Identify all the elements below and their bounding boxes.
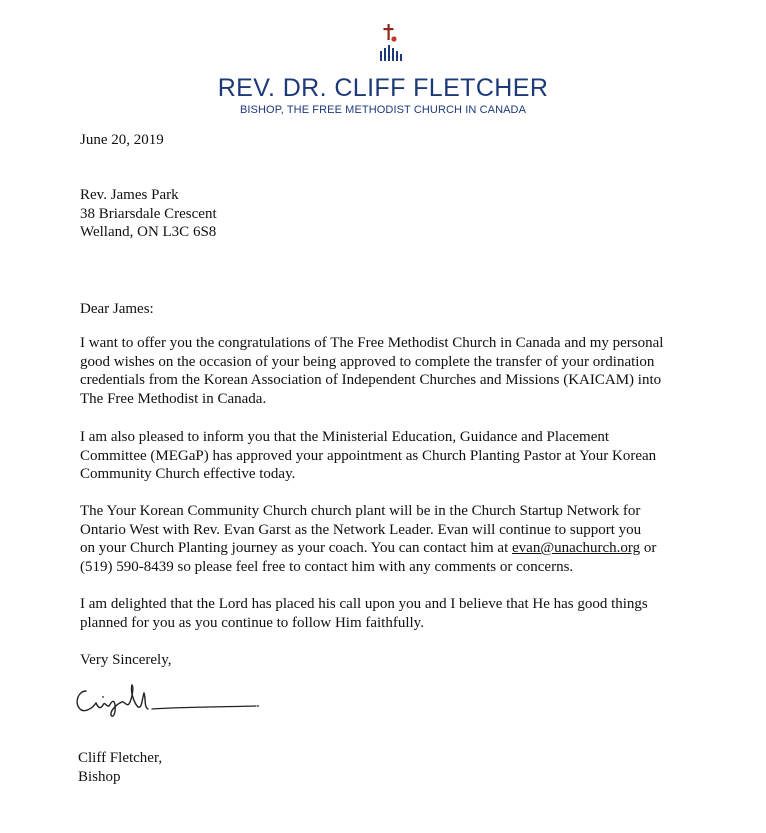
- signer-role: Bishop: [78, 768, 121, 785]
- paragraph-blessing: [80, 595, 720, 632]
- paragraph-line: (519) 590-8439 so please feel free to contact him with any comments or concerns.: [80, 558, 574, 575]
- paragraph-line: The Your Korean Community Church church plant will be in the Church Startup Network for: [80, 503, 641, 519]
- paragraph-line: I want to offer you the congratulations of The Free Methodist Church in Canada and my personal: [80, 335, 664, 351]
- line-text: or: [640, 540, 657, 557]
- paragraph-line: good wishes on the occasion of your being approved to complete the transfer of your ordination: [80, 353, 655, 370]
- email-link[interactable]: evan@unachurch.org: [512, 540, 641, 557]
- closing: Very Sincerely,: [80, 652, 172, 668]
- recipient-city: Welland, ON L3C 6S8: [80, 224, 217, 241]
- paragraph-line: [80, 539, 720, 558]
- letterhead-name: REV. DR. CLIFF FLETCHER: [217, 74, 549, 102]
- letterhead-title: BISHOP, THE FREE METHODIST CHURCH IN CANADA: [239, 104, 527, 116]
- paragraph-line: I am delighted that the Lord has placed his call upon you and I believe that He has good things: [80, 596, 648, 612]
- handwritten-signature: [72, 677, 268, 721]
- paragraph-line: Ontario West with Rev. Evan Garst as the Network Leader. Evan will continue to support you: [80, 521, 642, 538]
- salutation: Dear James:: [80, 301, 154, 317]
- cross-and-church-logo: [373, 22, 407, 64]
- paragraph-line: planned for you as you continue to follow Him faithfully.: [80, 614, 424, 631]
- paragraph-line: Community Church effective today.: [80, 466, 296, 483]
- paragraph-network: [80, 502, 720, 576]
- recipient-street: 38 Briarsdale Crescent: [80, 205, 217, 222]
- paragraph-appointment: [80, 428, 720, 484]
- signer-name: Cliff Fletcher,: [78, 750, 163, 766]
- letter-date: June 20, 2019: [80, 132, 164, 148]
- paragraph-line: Committee (MEGaP) has approved your appointment as Church Planting Pastor at Your Korean: [80, 447, 657, 464]
- recipient-name: Rev. James Park: [80, 187, 179, 203]
- line-text: on your Church Planting journey as your coach. You can contact him at: [80, 540, 512, 557]
- paragraph-line: credentials from the Korean Association of Independent Churches and Missions (KAICAM) into: [80, 372, 662, 389]
- signer-block: [78, 749, 162, 786]
- recipient-address: [80, 186, 217, 242]
- paragraph-line: I am also pleased to inform you that the Ministerial Education, Guidance and Placement: [80, 429, 610, 445]
- paragraph-congratulations: [80, 334, 720, 408]
- paragraph-line: The Free Methodist in Canada.: [80, 390, 267, 407]
